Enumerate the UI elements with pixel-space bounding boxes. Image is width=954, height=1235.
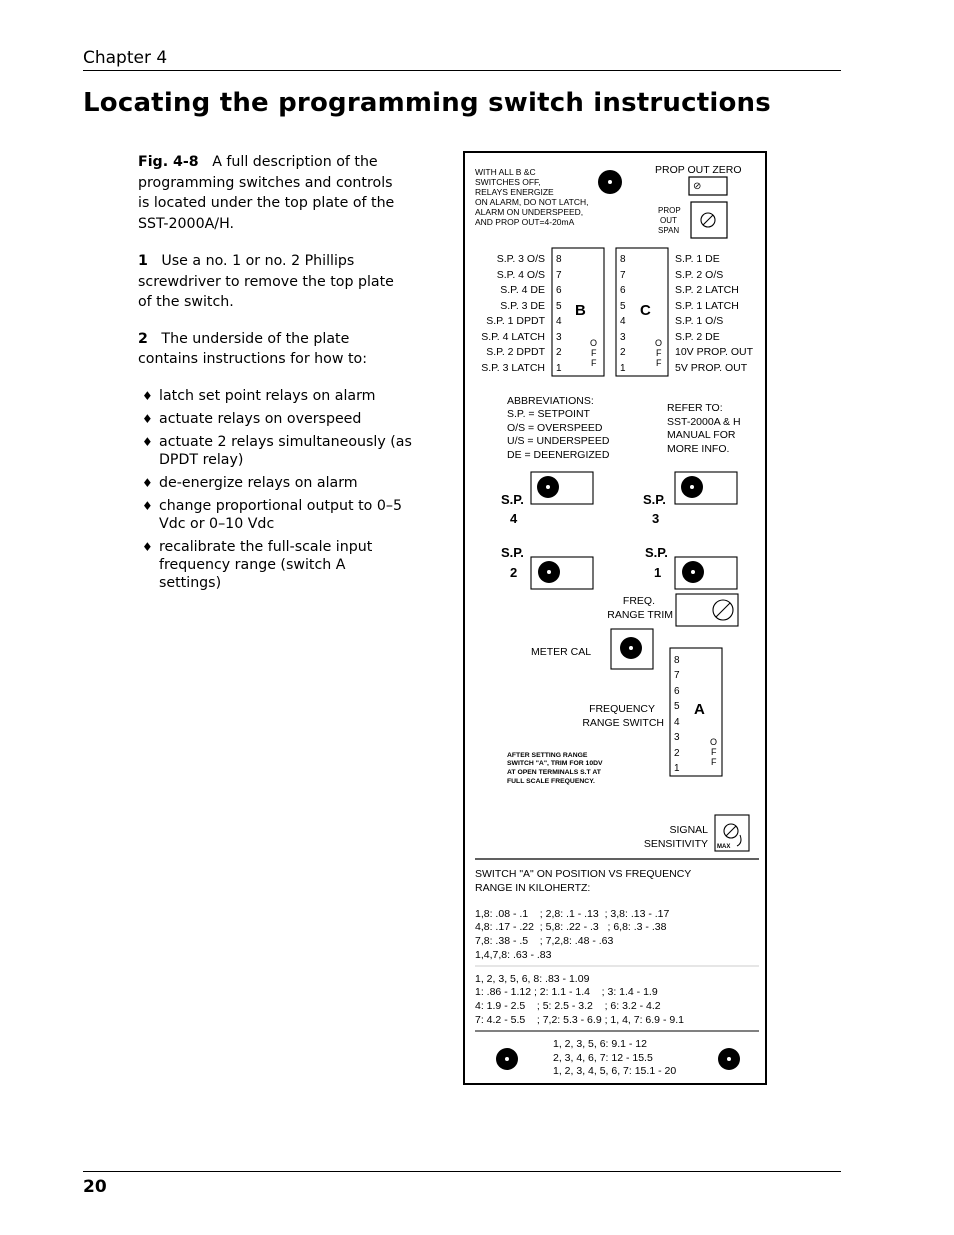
switch-c-label: S.P. 1 O/S [675,315,724,327]
prop-out-span-label: SPAN [658,226,680,235]
switch-c-label: S.P. 1 LATCH [675,300,739,312]
list-item: ♦ latch set point relays on alarm [142,388,376,404]
note-line: ALARM ON UNDERSPEED, [475,207,584,217]
svg-text:1: 1 [620,363,626,374]
svg-text:1, 2, 3, 5, 6, 8: .83 - 1.09: 1, 2, 3, 5, 6, 8: .83 - 1.09 [475,973,590,985]
pot-marker-icon: ⊘ [693,181,702,192]
svg-text:2: 2 [556,347,562,358]
chapter-label: Chapter 4 [83,48,168,68]
freq-trim-label: FREQ. [622,595,655,607]
switch-c-name: C [640,302,651,319]
svg-text:SST-2000A & H: SST-2000A & H [667,416,741,428]
svg-text:2: 2 [620,347,626,358]
switch-b-label: S.P. 4 LATCH [481,331,545,343]
figure-label: Fig. 4-8 [138,154,199,170]
setpoint-1 [645,545,737,589]
signal-sensitivity-label: SIGNAL [669,824,708,836]
diamond-bullet-icon: ♦ [142,499,153,513]
note-line: WITH ALL B &C [475,167,536,177]
step-number: 2 [138,331,148,347]
diamond-bullet-icon: ♦ [142,476,153,490]
meter-cal-label: METER CAL [531,646,592,658]
svg-text:8: 8 [556,254,562,265]
table-title: RANGE IN KILOHERTZ: [475,882,591,894]
footer-rule [83,1171,841,1172]
svg-text:2, 3, 4, 6, 7: 12 - 15.5: 2, 3, 4, 6, 7: 12 - 15.5 [553,1052,653,1064]
svg-text:O: O [710,737,718,747]
list-item: ♦ actuate relays on overspeed [142,411,362,427]
svg-text:1, 2, 3, 5, 6: 9.1 - 12: 1, 2, 3, 5, 6: 9.1 - 12 [553,1038,647,1050]
svg-text:4: 4 [674,717,680,728]
table-group-1 [475,908,670,961]
prop-out-span-label: OUT [660,216,677,225]
header-rule [83,70,841,71]
switch-c-label: S.P. 1 DE [675,253,720,265]
svg-text:1: 1 [654,565,662,580]
svg-text:F: F [591,358,597,368]
svg-text:O: O [590,338,598,348]
svg-text:7: 7 [674,670,680,681]
panel-svg [465,153,769,1087]
meter-cal-pot [611,629,653,669]
svg-text:SWITCH "A", TRIM FOR 10DV: SWITCH "A", TRIM FOR 10DV [507,760,603,767]
switch-c [616,248,754,376]
svg-text:3: 3 [620,332,626,343]
switch-c-label: S.P. 2 O/S [675,269,724,281]
switch-b-label: S.P. 3 LATCH [481,362,545,374]
diamond-bullet-icon: ♦ [142,389,153,403]
switch-a-name: A [694,701,705,718]
svg-text:MANUAL FOR: MANUAL FOR [667,429,736,441]
svg-text:2: 2 [674,748,680,759]
figure-caption-text: A full description of the programming switches and controls is located under the top plate of the SST-2000A/H. [138,154,395,232]
svg-text:6: 6 [674,686,680,697]
svg-text:4: 4 [556,316,562,327]
step-text: Use a no. 1 or no. 2 Phillips screwdriver to remove the top plate of the switch. [138,253,394,310]
setpoint-2 [501,545,593,589]
table-group-3 [553,1038,676,1077]
svg-text:S.P.: S.P. [501,545,524,560]
svg-text:S.P.: S.P. [501,492,524,507]
svg-text:6: 6 [620,285,626,296]
svg-text:F: F [656,358,662,368]
svg-text:S.P. = SETPOINT: S.P. = SETPOINT [507,408,590,420]
list-item: ♦ recalibrate the full-scale input frequency range (switch A settings) [142,539,373,591]
svg-text:8: 8 [620,254,626,265]
svg-text:4: 4 [510,511,518,526]
page-number: 20 [83,1177,107,1197]
list-item: ♦ de-energize relays on alarm [142,475,358,491]
page-title: Locating the programming switch instructions [83,88,771,118]
note-line: ON ALARM, DO NOT LATCH, [475,197,589,207]
svg-text:5: 5 [674,701,680,712]
svg-text:1: .86 - 1.12 ; 2: 1.1 - 1.4: 1: .86 - 1.12 ; 2: 1.1 - 1.4 ; 3: 1.4 - 1.9 [475,986,658,998]
max-label: MAX [717,844,731,850]
list-item: ♦ change proportional output to 0–5 Vdc or 0–10 Vdc [142,498,402,532]
switch-b-label: S.P. 2 DPDT [486,346,545,358]
signal-sensitivity-pot [715,815,749,851]
svg-text:F: F [656,348,662,358]
refer-note [667,402,741,455]
switch-b-label: S.P. 3 O/S [496,253,545,265]
svg-text:7,8: .38 - .5 ; 7,2,8: .48: 7,8: .38 - .5 ; 7,2,8: .48 - .63 [475,935,614,947]
after-setting-note [507,752,603,785]
svg-text:O/S = OVERSPEED: O/S = OVERSPEED [507,422,603,434]
figure-caption [138,152,408,234]
svg-text:6: 6 [556,285,562,296]
switch-c-label: S.P. 2 DE [675,331,720,343]
step-1 [138,251,408,313]
note-line: AND PROP OUT=4-20mA [475,217,575,227]
svg-text:5: 5 [620,301,626,312]
svg-text:ABBREVIATIONS:: ABBREVIATIONS: [507,395,594,407]
table-group-2 [475,973,684,1026]
svg-text:FREQUENCY: FREQUENCY [589,703,655,715]
abbreviations [507,395,610,461]
svg-text:3: 3 [674,732,680,743]
switch-b [481,248,604,376]
svg-text:5: 5 [556,301,562,312]
svg-text:7: 7 [620,270,626,281]
svg-text:FULL SCALE FREQUENCY.: FULL SCALE FREQUENCY. [507,778,595,785]
switch-b-label: S.P. 3 DE [500,300,545,312]
screw-icon [598,170,622,194]
setpoint-3 [643,472,737,526]
setpoint-4 [501,472,593,526]
screw-icon [718,1048,740,1070]
svg-text:F: F [591,348,597,358]
prop-out-zero-label: PROP OUT ZERO [655,164,742,176]
signal-sensitivity-label: SENSITIVITY [643,838,708,850]
svg-text:3: 3 [652,511,660,526]
step-text: The underside of the plate contains instructions for how to: [138,331,367,367]
switch-c-label: S.P. 2 LATCH [675,284,739,296]
list-item: ♦ actuate 2 relays simultaneously (as DPDT relay) [142,434,412,468]
switch-c-label: 5V PROP. OUT [675,362,748,374]
diamond-bullet-icon: ♦ [142,412,153,426]
svg-text:S.P.: S.P. [645,545,668,560]
svg-text:AT OPEN TERMINALS S.T AT: AT OPEN TERMINALS S.T AT [507,769,601,776]
switch-panel-diagram [463,151,767,1085]
note-line: SWITCHES OFF, [475,177,541,187]
prop-out-span-label: PROP [658,206,681,215]
step-number: 1 [138,253,148,269]
svg-text:1,4,7,8: .63 - .83: 1,4,7,8: .63 - .83 [475,949,552,961]
svg-text:AFTER SETTING RANGE: AFTER SETTING RANGE [507,752,588,759]
note-line: RELAYS ENERGIZE [475,187,554,197]
freq-trim-pot [676,594,738,626]
svg-text:7: 4.2 - 5.5 ; 7,2: 5.3 - 6: 7: 4.2 - 5.5 ; 7,2: 5.3 - 6.9 ; 1, 4, 7: 6.9 - 9.1 [475,1014,684,1026]
svg-text:1, 2, 3, 4, 5, 6, 7: 15.1 - 20: 1, 2, 3, 4, 5, 6, 7: 15.1 - 20 [553,1065,677,1077]
svg-text:O: O [655,338,663,348]
table-title: SWITCH "A" ON POSITION VS FREQUENCY [475,868,692,880]
switch-c-label: 10V PROP. OUT [675,346,754,358]
bullet-list [142,387,412,597]
svg-text:4,8: .17 - .22 ; 5,8: .22 - .: 4,8: .17 - .22 ; 5,8: .22 - .3 ; 6,8: .3 - .38 [475,921,667,933]
prop-out-zero-pot [689,177,727,195]
switch-b-label: S.P. 1 DPDT [486,315,545,327]
svg-text:RANGE SWITCH: RANGE SWITCH [582,717,664,729]
svg-text:F: F [711,757,717,767]
svg-text:2: 2 [510,565,518,580]
svg-text:S.P.: S.P. [643,492,666,507]
svg-text:8: 8 [674,655,680,666]
step-2 [138,330,408,369]
svg-text:U/S = UNDERSPEED: U/S = UNDERSPEED [507,435,610,447]
svg-text:4: 1.9 - 2.5 ; 5: 2.5 - 3.2: 4: 1.9 - 2.5 ; 5: 2.5 - 3.2 ; 6: 3.2 - 4.2 [475,1000,661,1012]
switch-b-label: S.P. 4 O/S [496,269,545,281]
diamond-bullet-icon: ♦ [142,540,153,554]
svg-text:DE = DEENERGIZED: DE = DEENERGIZED [507,449,610,461]
svg-text:4: 4 [620,316,626,327]
diamond-bullet-icon: ♦ [142,435,153,449]
svg-text:1,8: .08 - .1 ; 2,8: .1 - .: 1,8: .08 - .1 ; 2,8: .1 - .13 ; 3,8: .13 - .17 [475,908,670,920]
screw-icon [496,1048,518,1070]
svg-text:REFER TO:: REFER TO: [667,402,723,414]
svg-text:1: 1 [674,763,680,774]
svg-text:3: 3 [556,332,562,343]
top-note [475,167,589,227]
svg-text:7: 7 [556,270,562,281]
prop-out-span-pot [691,202,727,238]
svg-text:MORE INFO.: MORE INFO. [667,443,730,455]
switch-b-label: S.P. 4 DE [500,284,545,296]
svg-text:1: 1 [556,363,562,374]
svg-text:F: F [711,747,717,757]
freq-trim-label: RANGE TRIM [607,609,673,621]
switch-b-name: B [575,302,586,319]
